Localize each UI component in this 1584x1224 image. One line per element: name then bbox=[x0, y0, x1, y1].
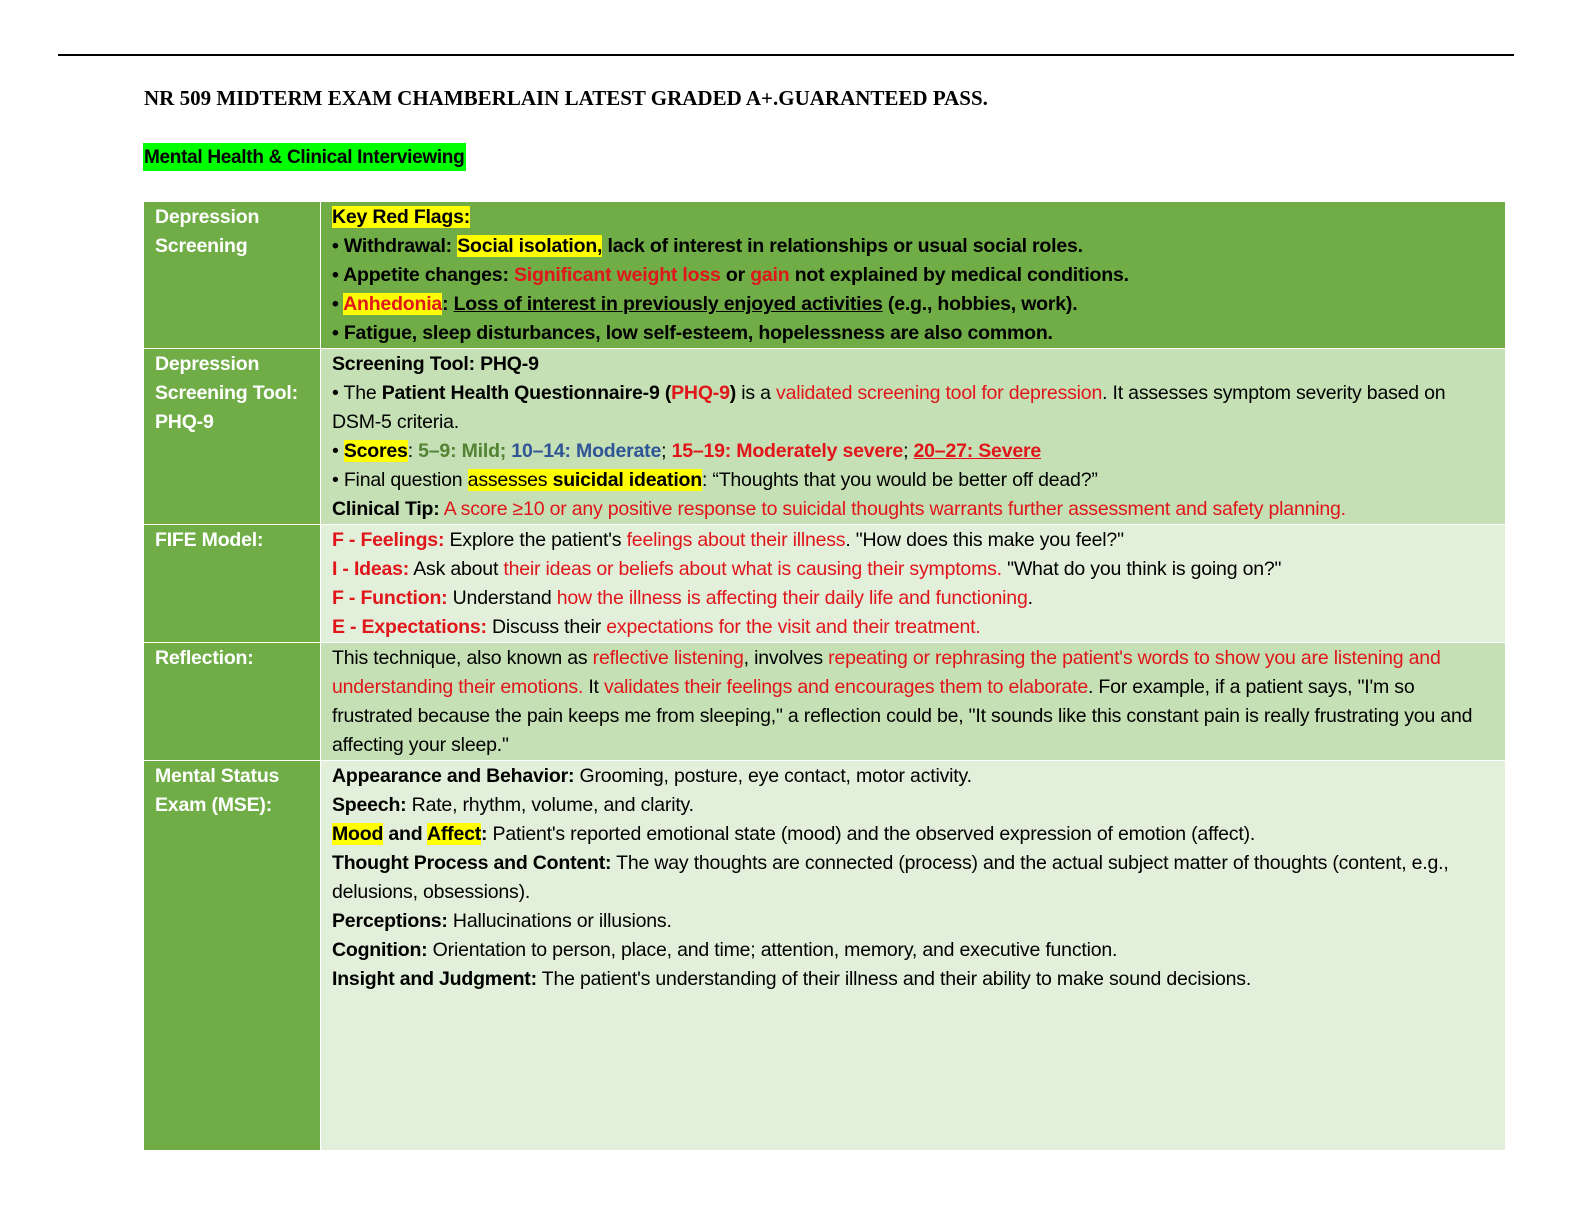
row-label: FIFE Model: bbox=[144, 525, 321, 643]
phq9-description: • The Patient Health Questionnaire-9 (PHQ-9) is a validated screening tool for depression. It assesses symptom severity based on DSM-5 criteria. bbox=[332, 382, 1446, 433]
fife-expectations: E - Expectations: Discuss their expectations for the visit and their treatment. bbox=[332, 616, 981, 638]
row-label: Depression Screening Tool: PHQ-9 bbox=[144, 349, 321, 525]
red-flag-appetite: • Appetite changes: Significant weight loss or gain not explained by medical conditions. bbox=[332, 264, 1129, 286]
row-content bbox=[321, 349, 1506, 525]
row-content bbox=[321, 761, 1506, 1151]
row-fife-model bbox=[144, 525, 1506, 643]
mse-thought: Thought Process and Content: The way thoughts are connected (process) and the actual subject matter of thoughts (content, e.g., delusions, obsessions). bbox=[332, 852, 1449, 903]
row-label: Mental Status Exam (MSE): bbox=[144, 761, 321, 1151]
row-mental-status-exam bbox=[144, 761, 1506, 1151]
reflection-text: This technique, also known as reflective listening, involves repeating or rephrasing the patient's words to show you are listening and understanding their emotions. It validates their feelings and encourages them to elaborate. For example, if a patient says, "I'm so frustrated because the pain keeps me from sleeping," a reflection could be, "It sounds like this constant pain is really frustrating you and affecting your sleep." bbox=[332, 647, 1473, 756]
phq9-clinical-tip: Clinical Tip: A score ≥10 or any positive response to suicidal thoughts warrants further assessment and safety planning. bbox=[332, 498, 1346, 520]
phq9-final-question: • Final question assesses suicidal ideation: “Thoughts that you would be better off dead?” bbox=[332, 469, 1098, 491]
fife-function: F - Function: Understand how the illness is affecting their daily life and functioning. bbox=[332, 587, 1033, 609]
fife-feelings: F - Feelings: Explore the patient's feelings about their illness. "How does this make you feel?" bbox=[332, 529, 1124, 551]
fife-ideas: I - Ideas: Ask about their ideas or beliefs about what is causing their symptoms. "What do you think is going on?" bbox=[332, 558, 1282, 580]
top-rule bbox=[58, 54, 1514, 56]
row-content bbox=[321, 202, 1506, 349]
mse-appearance: Appearance and Behavior: Grooming, posture, eye contact, motor activity. bbox=[332, 765, 972, 787]
row-label: Depression Screening bbox=[144, 202, 321, 349]
section-heading: Mental Health & Clinical Interviewing bbox=[143, 143, 466, 171]
mse-cognition: Cognition: Orientation to person, place, and time; attention, memory, and executive function. bbox=[332, 939, 1118, 961]
row-content bbox=[321, 525, 1506, 643]
row-phq9 bbox=[144, 349, 1506, 525]
red-flag-anhedonia: • Anhedonia: Loss of interest in previously enjoyed activities (e.g., hobbies, work). bbox=[332, 293, 1078, 315]
red-flags-heading: Key Red Flags: bbox=[332, 206, 471, 228]
mse-mood-affect: Mood and Affect: Patient's reported emotional state (mood) and the observed expression of emotion (affect). bbox=[332, 823, 1256, 845]
mse-perceptions: Perceptions: Hallucinations or illusions. bbox=[332, 910, 672, 932]
row-reflection bbox=[144, 643, 1506, 761]
phq9-scores: • Scores: 5–9: Mild; 10–14: Moderate; 15–19: Moderately severe; 20–27: Severe bbox=[332, 440, 1042, 462]
row-label: Reflection: bbox=[144, 643, 321, 761]
notes-table bbox=[143, 201, 1506, 1151]
document-title: NR 509 MIDTERM EXAM CHAMBERLAIN LATEST GRADED A+.GUARANTEED PASS. bbox=[144, 86, 988, 110]
red-flag-withdrawal: • Withdrawal: Social isolation, lack of interest in relationships or usual social roles. bbox=[332, 235, 1083, 257]
phq9-heading: Screening Tool: PHQ-9 bbox=[332, 353, 539, 375]
row-depression-screening bbox=[144, 202, 1506, 349]
red-flag-fatigue: • Fatigue, sleep disturbances, low self-esteem, hopelessness are also common. bbox=[332, 322, 1053, 344]
mse-insight: Insight and Judgment: The patient's understanding of their illness and their ability to make sound decisions. bbox=[332, 968, 1252, 990]
row-content bbox=[321, 643, 1506, 761]
mse-speech: Speech: Rate, rhythm, volume, and clarity. bbox=[332, 794, 694, 816]
